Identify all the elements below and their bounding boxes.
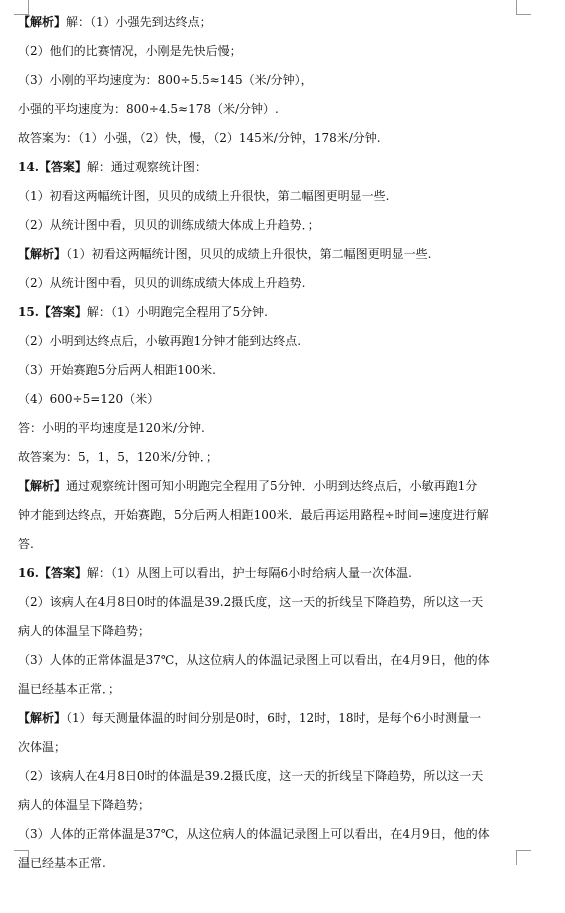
line-text: 病人的体温呈下降趋势； (18, 624, 151, 638)
text-line (18, 37, 528, 66)
text-line (18, 501, 528, 530)
text-line (18, 617, 528, 646)
text-line (18, 66, 528, 95)
text-line (18, 791, 528, 820)
line-text: （2）该病人在4月8日0时的体温是39.2摄氏度，这一天的折线呈下降趋势，所以这一天 (18, 595, 484, 609)
text-line (18, 327, 528, 356)
line-text: （2）该病人在4月8日0时的体温是39.2摄氏度，这一天的折线呈下降趋势，所以这一天 (18, 769, 484, 783)
line-text: 钟才能到达终点，开始赛跑，5分后两人相距100米．最后再运用路程÷时间=速度进行解 (18, 508, 489, 522)
text-line (18, 8, 528, 37)
section-tag: 【解析】 (18, 15, 67, 29)
text-line (18, 153, 528, 182)
line-text: 通过观察统计图可知小明跑完全程用了5分钟．小明到达终点后，小敏再跑1分 (66, 479, 478, 493)
line-text: （4）600÷5=120（米） (18, 392, 160, 406)
text-line (18, 646, 528, 675)
section-tag: 【解析】 (18, 247, 67, 261)
text-line (18, 588, 528, 617)
line-text: （3）小刚的平均速度为：800÷5.5≈145（米/分钟）， (18, 73, 313, 87)
line-text: （1）初看这两幅统计图，贝贝的成绩上升很快，第二幅图更明显一些. (66, 247, 432, 261)
text-line (18, 385, 528, 414)
line-text: 病人的体温呈下降趋势； (18, 798, 151, 812)
line-text: 答. (18, 537, 34, 551)
text-line (18, 820, 528, 849)
text-line (18, 675, 528, 704)
line-text: 故答案为：（1）小强，（2）快，慢，（2）145米/分钟，178米/分钟. (18, 131, 381, 145)
text-line (18, 414, 528, 443)
line-text: 温已经基本正常．； (18, 682, 121, 696)
section-tag: 14.【答案】 (18, 160, 87, 174)
line-text: （3）人体的正常体温是37℃，从这位病人的体温记录图上可以看出，在4月9日，他的体 (18, 653, 490, 667)
line-text: （2）从统计图中看，贝贝的训练成绩大体成上升趋势．； (18, 218, 320, 232)
line-text: （1）每天测量体温的时间分别是0时，6时，12时，18时，是每个6小时测量一 (66, 711, 482, 725)
text-line (18, 211, 528, 240)
text-line (18, 472, 528, 501)
text-line (18, 182, 528, 211)
text-line (18, 240, 528, 269)
section-tag: 15.【答案】 (18, 305, 87, 319)
section-tag: 16.【答案】 (18, 566, 87, 580)
line-text: （3）人体的正常体温是37℃，从这位病人的体温记录图上可以看出，在4月9日，他的体 (18, 827, 490, 841)
section-tag: 【解析】 (18, 711, 67, 725)
line-text: （1）初看这两幅统计图，贝贝的成绩上升很快，第二幅图更明显一些. (18, 189, 390, 203)
text-line (18, 269, 528, 298)
text-line (18, 559, 528, 588)
text-line (18, 124, 528, 153)
text-line (18, 849, 528, 878)
text-line (18, 298, 528, 327)
line-text: （2）他们的比赛情况，小刚是先快后慢； (18, 44, 242, 58)
text-line (18, 530, 528, 559)
document-body (18, 8, 528, 878)
text-line (18, 762, 528, 791)
line-text: 解：（1）小明跑完全程用了5分钟. (86, 305, 268, 319)
section-tag: 【解析】 (18, 479, 67, 493)
text-line (18, 443, 528, 472)
text-line (18, 95, 528, 124)
text-line (18, 704, 528, 733)
text-line (18, 733, 528, 762)
text-line (18, 356, 528, 385)
line-text: 小强的平均速度为：800÷4.5≈178（米/分钟）. (18, 102, 279, 116)
line-text: 解：通过观察统计图： (86, 160, 207, 174)
line-text: 解：（1）小强先到达终点； (66, 15, 212, 29)
line-text: 温已经基本正常. (18, 856, 106, 870)
line-text: 解：（1）从图上可以看出，护士每隔6小时给病人量一次体温. (86, 566, 412, 580)
line-text: 故答案为：5，1，5，120米/分钟．； (18, 450, 218, 464)
line-text: 次体温； (18, 740, 67, 754)
line-text: 答：小明的平均速度是120米/分钟. (18, 421, 205, 435)
line-text: （2）从统计图中看，贝贝的训练成绩大体成上升趋势. (18, 276, 306, 290)
line-text: （3）开始赛跑5分后两人相距100米. (18, 363, 216, 377)
line-text: （2）小明到达终点后，小敏再跑1分钟才能到达终点. (18, 334, 302, 348)
